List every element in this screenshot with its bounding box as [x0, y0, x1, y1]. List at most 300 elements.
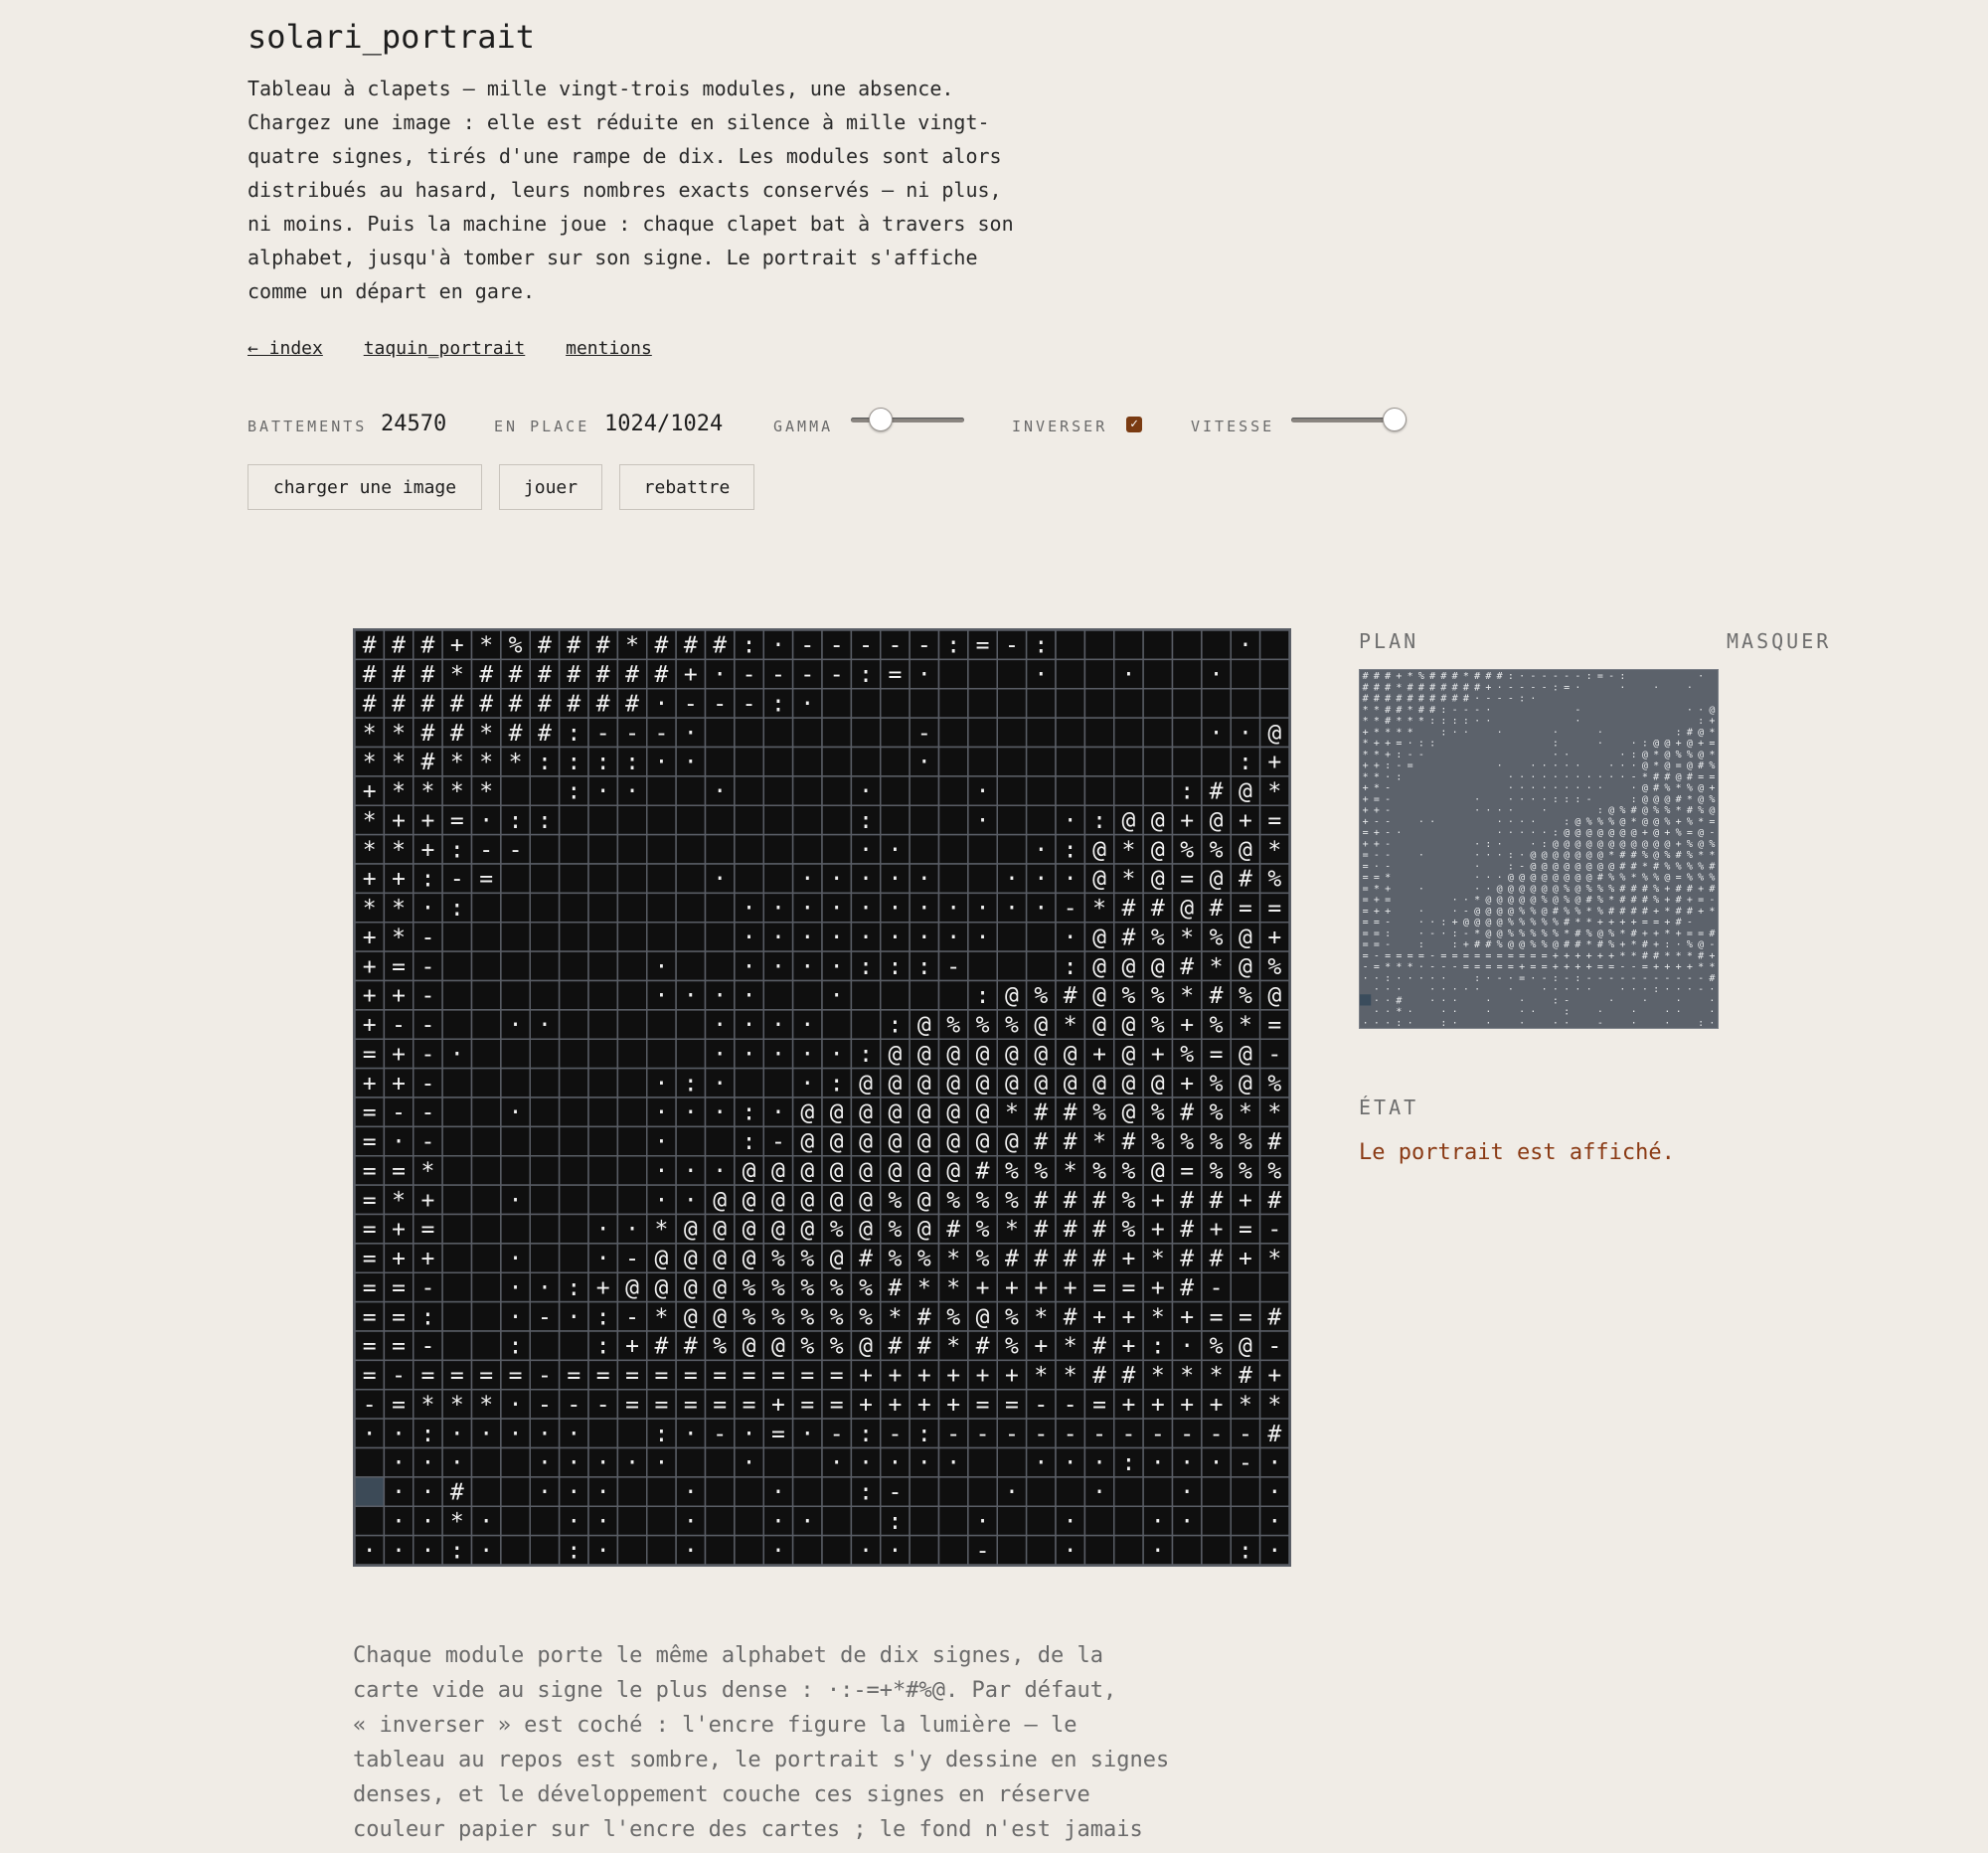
- flap-sign: ·: [859, 837, 873, 864]
- flap-sign: *: [1180, 925, 1195, 951]
- flap-sign: @: [1121, 1099, 1136, 1126]
- flap-sign: #: [1267, 1304, 1282, 1331]
- flap-sign: @: [1092, 953, 1106, 980]
- flap-sign: ·: [859, 778, 873, 805]
- minimap-sign: =: [1686, 827, 1693, 839]
- minimap-sign: ·: [1362, 972, 1369, 984]
- flap-sign: ·: [800, 1041, 815, 1068]
- flap-module: [763, 748, 792, 776]
- play-button[interactable]: jouer: [499, 464, 602, 510]
- minimap-sign: ·: [1407, 1017, 1413, 1028]
- flap-sign: ·: [1063, 807, 1077, 834]
- flap-module: [530, 835, 559, 864]
- minimap-sign: ·: [1485, 850, 1492, 862]
- flap-module: [501, 1039, 530, 1068]
- flap-module: [1231, 1506, 1259, 1535]
- minimap-sign: +: [1698, 906, 1705, 918]
- flap-module: [997, 718, 1026, 747]
- minimap-sign: =: [1519, 972, 1526, 984]
- minimap-sign: @: [1574, 861, 1581, 873]
- flap-sign: ·: [800, 866, 815, 893]
- flap-sign: ·: [567, 1304, 581, 1331]
- flap-sign: *: [1092, 896, 1106, 923]
- minimap-sign: -: [1698, 984, 1705, 996]
- flap-sign: +: [1034, 1333, 1049, 1360]
- flap-module: [735, 1506, 763, 1535]
- flap-module: [706, 1126, 735, 1155]
- minimap-sign: ·: [1519, 1006, 1526, 1018]
- flap-sign: =: [479, 866, 494, 893]
- flap-module: [560, 805, 588, 834]
- flap-sign: @: [829, 1129, 844, 1156]
- flap-module: [763, 864, 792, 893]
- flap-module: [1143, 776, 1172, 805]
- flap-sign: =: [829, 1392, 844, 1419]
- minimap-sign: ·: [1530, 838, 1537, 850]
- minimap-sign: ·: [1407, 738, 1413, 750]
- flap-sign: ·: [508, 1187, 523, 1214]
- flap-module: [939, 1536, 968, 1565]
- minimap-sign: :: [1619, 671, 1626, 683]
- minimap-sign: *: [1396, 961, 1403, 973]
- flap-module: [355, 1448, 384, 1477]
- flap-module: [647, 893, 676, 922]
- minimap-sign: #: [1429, 671, 1436, 683]
- flap-sign: *: [479, 1392, 494, 1419]
- minimap-sign: @: [1507, 883, 1514, 895]
- minimap-sign: @: [1664, 838, 1671, 850]
- flap-module: [793, 835, 822, 864]
- flap-sign: %: [946, 1187, 961, 1214]
- minimap-sign: :: [1440, 727, 1447, 739]
- minimap-sign: ·: [1675, 984, 1682, 996]
- flap-module: [472, 1156, 501, 1185]
- flap-sign: +: [1121, 1246, 1136, 1272]
- minimap-sign: ·: [1630, 984, 1637, 996]
- flap-sign: +: [1180, 1012, 1195, 1039]
- flap-sign: @: [1063, 1071, 1077, 1097]
- minimap-sign: ·: [1564, 760, 1571, 772]
- flap-sign: @: [742, 1333, 756, 1360]
- flap-sign: +: [449, 632, 464, 659]
- minimap-sign: ·: [1574, 760, 1581, 772]
- flap-sign: ·: [1092, 1479, 1106, 1506]
- vitesse-slider-thumb[interactable]: [1383, 408, 1407, 431]
- flap-sign: =: [683, 1363, 698, 1390]
- flap-sign: @: [742, 1246, 756, 1272]
- minimap-sign: +: [1619, 917, 1626, 928]
- flap-module: [560, 1010, 588, 1039]
- minimap-sign: ·: [1709, 995, 1716, 1007]
- flap-sign: #: [975, 1158, 990, 1185]
- flap-sign: @: [975, 1099, 990, 1126]
- flap-sign: @: [916, 1041, 931, 1068]
- flap-sign: -: [1239, 1421, 1252, 1447]
- minimap-sign: ·: [1530, 693, 1537, 705]
- flap-module: [617, 1477, 646, 1506]
- minimap-sign: :: [1574, 793, 1581, 805]
- minimap-sign: +: [1585, 950, 1592, 962]
- flap-sign: @: [771, 1217, 785, 1244]
- flap-sign: ·: [859, 1450, 873, 1477]
- flap-sign: +: [1121, 1392, 1136, 1419]
- flap-module: [472, 1097, 501, 1126]
- flap-sign: -: [1005, 632, 1019, 659]
- flap-sign: @: [975, 1304, 990, 1331]
- minimap-sign: *: [1362, 749, 1369, 760]
- minimap-sign: ·: [1429, 995, 1436, 1007]
- minimap-sign: =: [1641, 917, 1648, 928]
- minimap-sign: @: [1552, 872, 1559, 884]
- flap-sign: *: [362, 750, 377, 776]
- minimap-sign: ·: [1485, 1006, 1492, 1018]
- minimap-sign: #: [1429, 682, 1436, 694]
- minimap-sign: #: [1653, 950, 1660, 962]
- flap-module: [588, 1156, 617, 1185]
- minimap-sign: -: [1686, 972, 1693, 984]
- flap-sign: ·: [771, 1538, 785, 1565]
- minimap-sign: %: [1585, 816, 1592, 828]
- minimap-sign: @: [1664, 760, 1671, 772]
- flap-sign: ·: [683, 720, 698, 747]
- minimap-sign: ·: [1686, 984, 1693, 996]
- minimap-sign: #: [1485, 939, 1492, 951]
- minimap-sign: @: [1596, 827, 1603, 839]
- flap-sign: =: [975, 1392, 990, 1419]
- minimap-sign: %: [1675, 827, 1682, 839]
- minimap-sign: ·: [1485, 805, 1492, 817]
- flap-sign: ·: [449, 1041, 464, 1068]
- minimap-sign: *: [1641, 771, 1648, 783]
- flap-sign: #: [1121, 896, 1136, 923]
- flap-sign: ·: [1063, 1508, 1077, 1535]
- flap-module: [822, 1010, 851, 1039]
- minimap-sign: %: [1675, 861, 1682, 873]
- minimap-sign: ·: [1373, 1017, 1380, 1028]
- index-link[interactable]: ← index: [248, 338, 323, 359]
- flap-sign: @: [1239, 1071, 1252, 1097]
- minimap-sign: @: [1474, 906, 1481, 918]
- flap-module: [1260, 1272, 1289, 1301]
- mentions-link[interactable]: mentions: [566, 338, 652, 359]
- minimap-sign: #: [1686, 805, 1693, 817]
- minimap-sign: *: [1362, 716, 1369, 728]
- flap-sign: =: [362, 1274, 377, 1301]
- minimap-sign: #: [1407, 693, 1413, 705]
- minimap-sign: ·: [1519, 850, 1526, 862]
- flap-sign: @: [800, 1158, 815, 1185]
- minimap-sign: ·: [1429, 984, 1436, 996]
- flap-sign: =: [742, 1392, 756, 1419]
- minimap-sign: =: [1507, 950, 1514, 962]
- minimap-sign: :: [1507, 671, 1514, 683]
- minimap-sign: +: [1362, 782, 1369, 794]
- minimap-sign: @: [1608, 805, 1615, 817]
- minimap-sign: *: [1698, 850, 1705, 862]
- flap-module: [617, 1506, 646, 1535]
- flap-module: [676, 1448, 705, 1477]
- outro-line: carte vide au signe le plus dense : ·:-=+*#%@. Par défaut,: [353, 1678, 1117, 1703]
- flap-sign: ·: [683, 1538, 698, 1565]
- minimap-sign: +: [1675, 816, 1682, 828]
- flap-module: [442, 1244, 471, 1272]
- flap-sign: +: [392, 1071, 406, 1097]
- minimap-sign: -: [1474, 704, 1481, 716]
- minimap-sign: *: [1653, 760, 1660, 772]
- minimap-sign: -: [1496, 693, 1503, 705]
- flap-sign: ·: [771, 925, 785, 951]
- flap-sign: #: [1063, 1304, 1077, 1331]
- minimap-sign: #: [1641, 895, 1648, 907]
- flap-module: [822, 805, 851, 834]
- minimap-sign: :: [1552, 995, 1559, 1007]
- minimap-sign: ·: [1462, 895, 1469, 907]
- flap-sign: -: [946, 953, 961, 980]
- flap-sign: =: [888, 662, 903, 689]
- flap-sign: %: [1121, 1187, 1136, 1214]
- flap-module: [706, 805, 735, 834]
- minimap-sign: #: [1630, 883, 1637, 895]
- minimap-sign: =: [1362, 850, 1369, 862]
- flap-sign: +: [362, 983, 377, 1010]
- flap-module: [706, 748, 735, 776]
- flap-sign: -: [1209, 1421, 1224, 1447]
- minimap-sign: @: [1641, 782, 1648, 794]
- flap-sign: %: [1209, 837, 1224, 864]
- minimap-sign: :: [1451, 927, 1458, 939]
- minimap-sign: -: [1396, 760, 1403, 772]
- flap-module: [530, 1215, 559, 1244]
- minimap-sign: +: [1362, 760, 1369, 772]
- minimap-sign: %: [1564, 906, 1571, 918]
- minimap-sign: -: [1564, 995, 1571, 1007]
- gamma-slider-thumb[interactable]: [869, 408, 893, 431]
- flap-module: [763, 805, 792, 834]
- flap-sign: ·: [916, 750, 931, 776]
- flap-sign: +: [1034, 1274, 1049, 1301]
- flap-sign: ·: [654, 1158, 669, 1185]
- flap-sign: ·: [859, 1538, 873, 1565]
- flap-module: [968, 1448, 997, 1477]
- minimap-sign: @: [1664, 793, 1671, 805]
- minimap-sign: #: [1709, 972, 1716, 984]
- minimap-sign: *: [1619, 927, 1626, 939]
- minimap-sign: ·: [1451, 984, 1458, 996]
- flap-sign: @: [1092, 1012, 1106, 1039]
- minimap-sign: @: [1653, 793, 1660, 805]
- flap-sign: *: [362, 837, 377, 864]
- minimap-sign: %: [1709, 838, 1716, 850]
- flap-sign: @: [1239, 953, 1252, 980]
- minimap-sign: ·: [1552, 727, 1559, 739]
- flap-sign: +: [916, 1363, 931, 1390]
- flap-module: [1084, 1506, 1113, 1535]
- flap-sign: =: [420, 1363, 435, 1390]
- minimap-sign: ·: [1686, 682, 1693, 694]
- flap-sign: *: [1150, 1304, 1165, 1331]
- flap-sign: ·: [538, 1274, 552, 1301]
- minimap-sign: =: [1698, 771, 1705, 783]
- flap-sign: +: [946, 1363, 961, 1390]
- flap-sign: =: [420, 1217, 435, 1244]
- flap-sign: :: [1180, 778, 1195, 805]
- minimap-sign: *: [1373, 704, 1380, 716]
- flap-module: [1027, 776, 1056, 805]
- flap-sign: %: [1267, 1071, 1282, 1097]
- minimap-sign: -: [1709, 939, 1716, 951]
- flap-sign: @: [683, 1274, 698, 1301]
- minimap-sign: +: [1675, 838, 1682, 850]
- flap-sign: *: [946, 1246, 961, 1272]
- minimap-sign: +: [1709, 716, 1716, 728]
- flap-sign: ·: [1209, 662, 1224, 689]
- flap-sign: ·: [1005, 1479, 1019, 1506]
- flap-sign: ·: [1034, 837, 1049, 864]
- minimap-sign: *: [1675, 950, 1682, 962]
- flap-module: [1027, 689, 1056, 718]
- flap-sign: :: [508, 1333, 523, 1360]
- minimap-sign: %: [1664, 850, 1671, 862]
- minimap-sign: :: [1440, 1017, 1447, 1028]
- flap-module: [647, 1506, 676, 1535]
- flap-sign: %: [771, 1304, 785, 1331]
- minimap-sign: *: [1698, 816, 1705, 828]
- minimap-sign: =: [1373, 961, 1380, 973]
- minimap-sign: :: [1564, 793, 1571, 805]
- minimap-sign: ·: [1541, 771, 1548, 783]
- inverser-checkbox[interactable]: ✓: [1126, 417, 1142, 432]
- minimap-sign: :: [1574, 972, 1581, 984]
- load-image-button[interactable]: charger une image: [248, 464, 482, 510]
- minimap-sign: @: [1619, 838, 1626, 850]
- minimap-sign: :: [1440, 716, 1447, 728]
- flap-module: [442, 1185, 471, 1214]
- minimap-sign: @: [1519, 883, 1526, 895]
- minimap-sign: =: [1698, 895, 1705, 907]
- flap-sign: :: [975, 983, 990, 1010]
- flap-module: [1114, 689, 1143, 718]
- flap-module: [763, 1069, 792, 1097]
- minimap-sign: ·: [1675, 1006, 1682, 1018]
- minimap-sign: #: [1451, 682, 1458, 694]
- minimap-sign: @: [1608, 861, 1615, 873]
- minimap-sign: @: [1519, 895, 1526, 907]
- flap-sign: *: [449, 778, 464, 805]
- minimap-sign: =: [1407, 760, 1413, 772]
- flap-sign: ·: [829, 953, 844, 980]
- reshuffle-button[interactable]: rebattre: [619, 464, 754, 510]
- minimap-sign: @: [1675, 771, 1682, 783]
- flap-sign: ·: [654, 691, 669, 718]
- flap-sign: #: [1180, 1246, 1195, 1272]
- flap-sign: *: [449, 1508, 464, 1535]
- minimap-sign: =: [1530, 961, 1537, 973]
- minimap-sign: #: [1641, 950, 1648, 962]
- flap-sign: %: [975, 1012, 990, 1039]
- flap-module: [501, 1506, 530, 1535]
- minimap-sign: @: [1474, 917, 1481, 928]
- minimap-sign: ·: [1485, 716, 1492, 728]
- minimap-sign: ·: [1451, 1006, 1458, 1018]
- flap-module: [472, 951, 501, 980]
- flap-sign: %: [829, 1217, 844, 1244]
- minimap-sign: ·: [1507, 793, 1514, 805]
- flap-sign: +: [362, 953, 377, 980]
- flap-sign: ·: [888, 925, 903, 951]
- minimap-sign: =: [1362, 927, 1369, 939]
- flap-sign: %: [829, 1333, 844, 1360]
- flap-sign: *: [1239, 1099, 1252, 1126]
- flap-module: [1143, 689, 1172, 718]
- flap-sign: #: [392, 691, 406, 718]
- minimap-sign: %: [1417, 671, 1424, 683]
- minimap-sign: -: [1608, 671, 1615, 683]
- flap-sign: %: [1267, 1158, 1282, 1185]
- flap-module: [676, 1039, 705, 1068]
- flap-sign: #: [916, 1333, 931, 1360]
- flap-module: [588, 893, 617, 922]
- flap-module: [530, 981, 559, 1010]
- minimap-sign: @: [1686, 738, 1693, 750]
- flap-sign: @: [713, 1274, 728, 1301]
- flap-sign: -: [567, 1392, 581, 1419]
- flap-module: [735, 776, 763, 805]
- flap-module: [501, 893, 530, 922]
- flap-module: [676, 835, 705, 864]
- minimap-sign: *: [1362, 704, 1369, 716]
- minimap-sign: *: [1574, 917, 1581, 928]
- flap-sign: ·: [916, 896, 931, 923]
- minimap-sign: @: [1530, 850, 1537, 862]
- flap-sign: #: [1209, 1246, 1224, 1272]
- flap-module: [706, 835, 735, 864]
- gamma-slider[interactable]: [851, 406, 964, 435]
- minimap-sign: %: [1519, 917, 1526, 928]
- flap-sign: #: [508, 720, 523, 747]
- minimap-sign: ·: [1530, 760, 1537, 772]
- flap-sign: @: [1034, 1071, 1049, 1097]
- minimap-sign: +: [1385, 883, 1392, 895]
- flap-sign: =: [1092, 1392, 1106, 1419]
- minimap-sign: ·: [1596, 738, 1603, 750]
- flap-sign: %: [1150, 1012, 1165, 1039]
- flap-sign: @: [742, 1187, 756, 1214]
- hide-plan-toggle[interactable]: MASQUER: [1727, 629, 1832, 653]
- flap-sign: -: [449, 866, 464, 893]
- minimap-sign: -: [1619, 961, 1626, 973]
- flap-module: [588, 1126, 617, 1155]
- flap-sign: :: [916, 953, 931, 980]
- minimap-sign: %: [1664, 861, 1671, 873]
- flap-sign: ·: [1150, 1538, 1165, 1565]
- minimap-sign: ·: [1451, 727, 1458, 739]
- flap-sign: ·: [713, 1041, 728, 1068]
- minimap-sign: @: [1698, 782, 1705, 794]
- minimap-sign: #: [1619, 861, 1626, 873]
- vitesse-slider[interactable]: [1291, 406, 1405, 435]
- minimap-sign: *: [1664, 927, 1671, 939]
- flap-sign: -: [1063, 1392, 1077, 1419]
- minimap-sign: @: [1552, 861, 1559, 873]
- flap-sign: @: [1121, 1071, 1136, 1097]
- flap-sign: =: [975, 632, 990, 659]
- taquin-portrait-link[interactable]: taquin_portrait: [363, 338, 526, 359]
- flap-sign: #: [1180, 1187, 1195, 1214]
- flap-sign: ·: [1092, 1450, 1106, 1477]
- flap-sign: -: [595, 720, 610, 747]
- minimap-sign: -: [1385, 827, 1392, 839]
- flap-sign: =: [1239, 896, 1252, 923]
